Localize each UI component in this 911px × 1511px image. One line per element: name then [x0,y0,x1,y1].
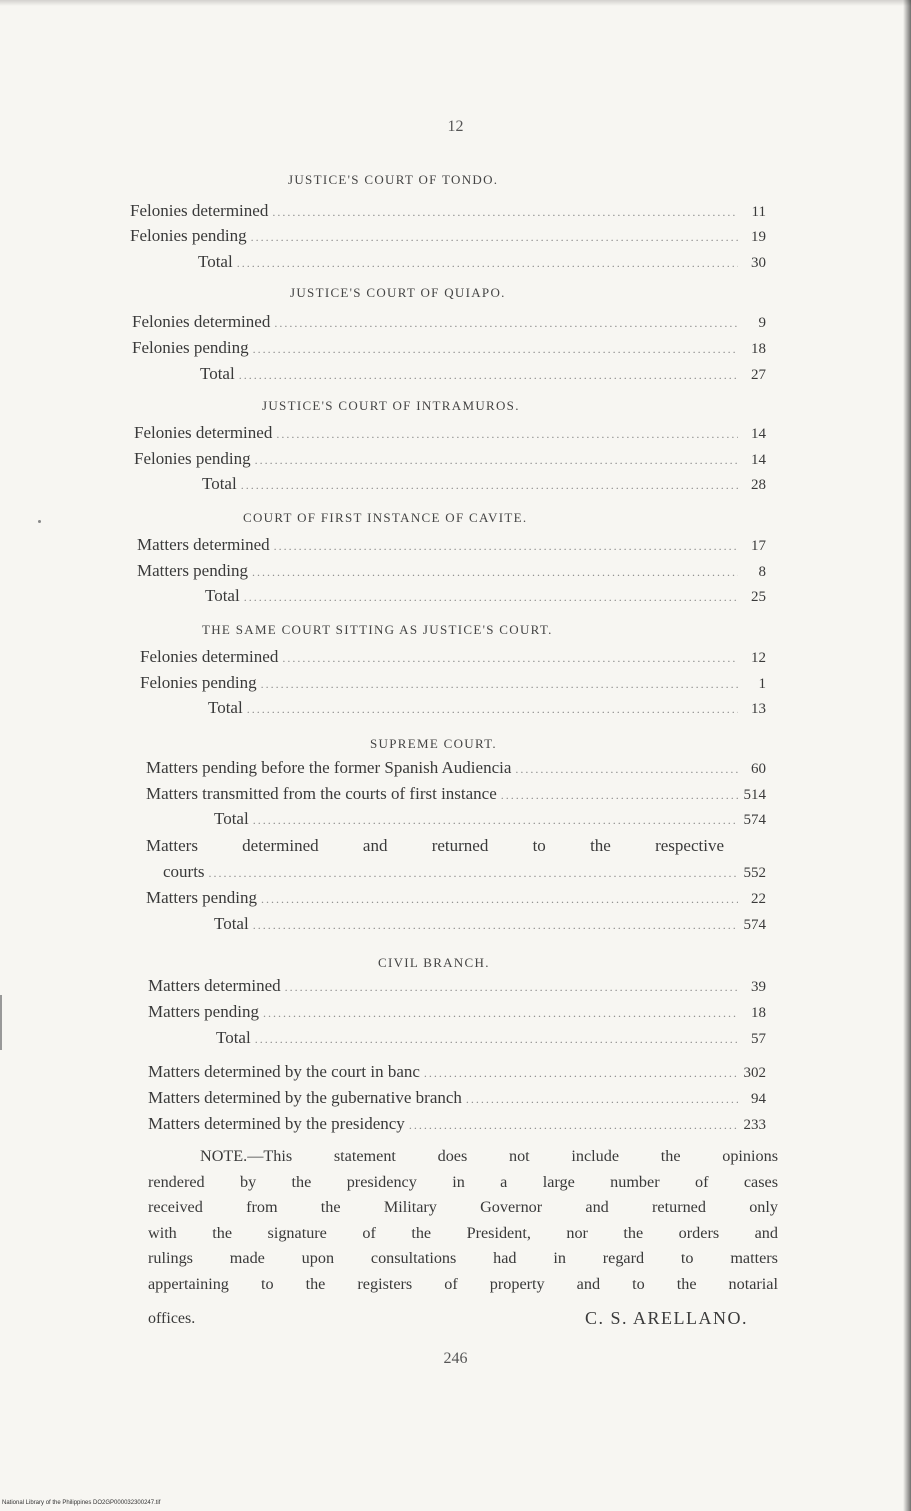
row-label: Total [202,474,237,493]
scan-mark [0,995,2,1050]
row-value: 8 [758,564,766,580]
row-value: 19 [751,229,766,245]
table-row [148,1062,766,1086]
row-label: Total [214,809,249,828]
table-row-total [146,809,766,833]
leader-dots [409,1118,738,1133]
row-value: 233 [743,1117,766,1133]
table-row [148,1088,766,1112]
row-value: 17 [751,538,766,554]
leader-dots [285,980,738,995]
table-row [146,784,766,808]
table-row [132,338,766,362]
row-value: 39 [751,979,766,995]
table-row [137,561,766,585]
note-last-line: offices. [148,1310,196,1327]
row-label: Matters determined by the presidency [148,1114,405,1133]
note-line: received from the Military Governor and returned only [148,1198,778,1216]
row-label: courts [163,862,205,881]
table-row-total [148,1028,766,1052]
leader-dots [209,866,738,881]
table-row-total [140,698,766,722]
leader-dots [247,702,738,717]
row-label: Felonies pending [140,673,257,692]
table-row-total [134,474,766,498]
note-line: NOTE.—This statement does not include the opinions [200,1147,778,1165]
note-closing [148,1310,778,1336]
note-paragraph [148,1144,778,1297]
row-label: Felonies pending [130,226,247,245]
leader-dots [255,453,738,468]
row-label: Matters pending before the former Spanish Audiencia [146,758,512,777]
row-value: 514 [743,787,766,803]
row-value: 12 [751,650,766,666]
row-value: 25 [751,589,766,605]
note-line: with the signature of the President, nor the orders and [148,1223,778,1242]
section-heading-same-court: THE SAME COURT SITTING AS JUSTICE'S COURT. [202,622,553,637]
row-value: 30 [751,255,766,271]
row-value: 14 [751,452,766,468]
leader-dots [282,651,738,666]
table-row-total [130,252,766,276]
row-label: Matters determined [137,535,270,554]
row-label: Matters determined by the court in banc [148,1062,420,1081]
leader-dots [276,427,738,442]
row-value: 22 [751,891,766,907]
leader-dots [261,677,738,692]
row-value: 11 [751,204,766,220]
note-line: appertaining to the registers of property and to the notarial [148,1274,778,1293]
row-value: 1 [758,676,766,692]
row-value: 60 [751,761,766,777]
row-value: 9 [758,315,766,331]
page-shadow-top [0,0,911,6]
signature-name: C. S. ARELLANO. [584,1308,748,1328]
leader-dots [272,205,738,220]
row-value: 18 [751,341,766,357]
row-value: 302 [743,1065,766,1081]
table-row [140,647,766,671]
row-label: Felonies determined [134,423,273,442]
table-row [132,312,766,336]
row-label: Matters determined by the gubernative branch [148,1088,462,1107]
table-row [148,1114,766,1138]
leader-dots [251,230,738,245]
table-row [134,423,766,447]
table-row [148,976,766,1000]
row-value: 28 [751,477,766,493]
section-heading-civil-branch: CIVIL BRANCH. [378,955,490,970]
section-heading-tondo: JUSTICE'S COURT OF TONDO. [288,172,499,187]
page-shadow-right [903,0,911,1511]
leader-dots [515,762,738,777]
table-row-total [132,364,766,388]
table-row [146,888,766,912]
leader-dots [252,565,738,580]
row-label: Felonies determined [130,201,269,220]
table-row-total [146,914,766,938]
scan-credit: National Library of the Philippines DO2GP000032300247.tif [2,1500,161,1506]
row-value: 574 [743,812,766,828]
leader-dots [253,342,738,357]
row-label: Total [200,364,235,383]
page-number-bottom: 246 [443,1350,468,1367]
row-label: Total [208,698,243,717]
section-heading-intramuros: JUSTICE'S COURT OF INTRAMUROS. [262,398,520,413]
leader-dots [274,539,738,554]
leader-dots [239,368,738,383]
table-row [130,226,766,250]
section-heading-quiapo: JUSTICE'S COURT OF QUIAPO. [290,285,506,300]
leader-dots [253,918,738,933]
row-label: Matters pending [137,561,248,580]
row-label: Matters determined [148,976,281,995]
table-row-total [137,586,766,610]
section-heading-cavite: COURT OF FIRST INSTANCE OF CAVITE. [243,510,528,525]
row-label: Felonies pending [132,338,249,357]
leader-dots [237,256,738,271]
table-row [130,201,766,225]
row-label-wrapped: Matters determined and returned to the respective [146,836,724,855]
leader-dots [261,892,738,907]
row-label: Matters transmitted from the courts of first instance [146,784,497,803]
leader-dots [501,788,738,803]
row-label: Total [214,914,249,933]
row-value: 552 [743,865,766,881]
table-row [137,535,766,559]
page-number-top: 12 [447,118,464,135]
leader-dots [424,1066,738,1081]
leader-dots [241,478,738,493]
row-label: Felonies pending [134,449,251,468]
row-label: Matters pending [148,1002,259,1021]
note-line: rendered by the presidency in a large number of cases [148,1172,778,1191]
row-value: 574 [743,917,766,933]
leader-dots [253,813,738,828]
row-value: 57 [751,1031,766,1047]
table-row [163,862,766,886]
leader-dots [244,590,738,605]
table-row [134,449,766,473]
leader-dots [466,1092,738,1107]
row-label: Felonies determined [132,312,271,331]
leader-dots [263,1006,738,1021]
leader-dots [274,316,738,331]
section-heading-supreme-court: SUPREME COURT. [370,736,497,751]
row-value: 13 [751,701,766,717]
leader-dots [255,1032,738,1047]
row-label: Total [198,252,233,271]
row-label: Total [216,1028,251,1047]
row-value: 14 [751,426,766,442]
row-label: Matters pending [146,888,257,907]
row-value: 18 [751,1005,766,1021]
table-row [146,758,766,782]
row-value: 27 [751,367,766,383]
row-label: Total [205,586,240,605]
table-row [148,1002,766,1026]
table-row [140,673,766,697]
scan-speck [38,520,41,523]
row-label: Felonies determined [140,647,279,666]
row-value: 94 [751,1091,766,1107]
note-line: rulings made upon consultations had in regard to matters [148,1249,778,1267]
